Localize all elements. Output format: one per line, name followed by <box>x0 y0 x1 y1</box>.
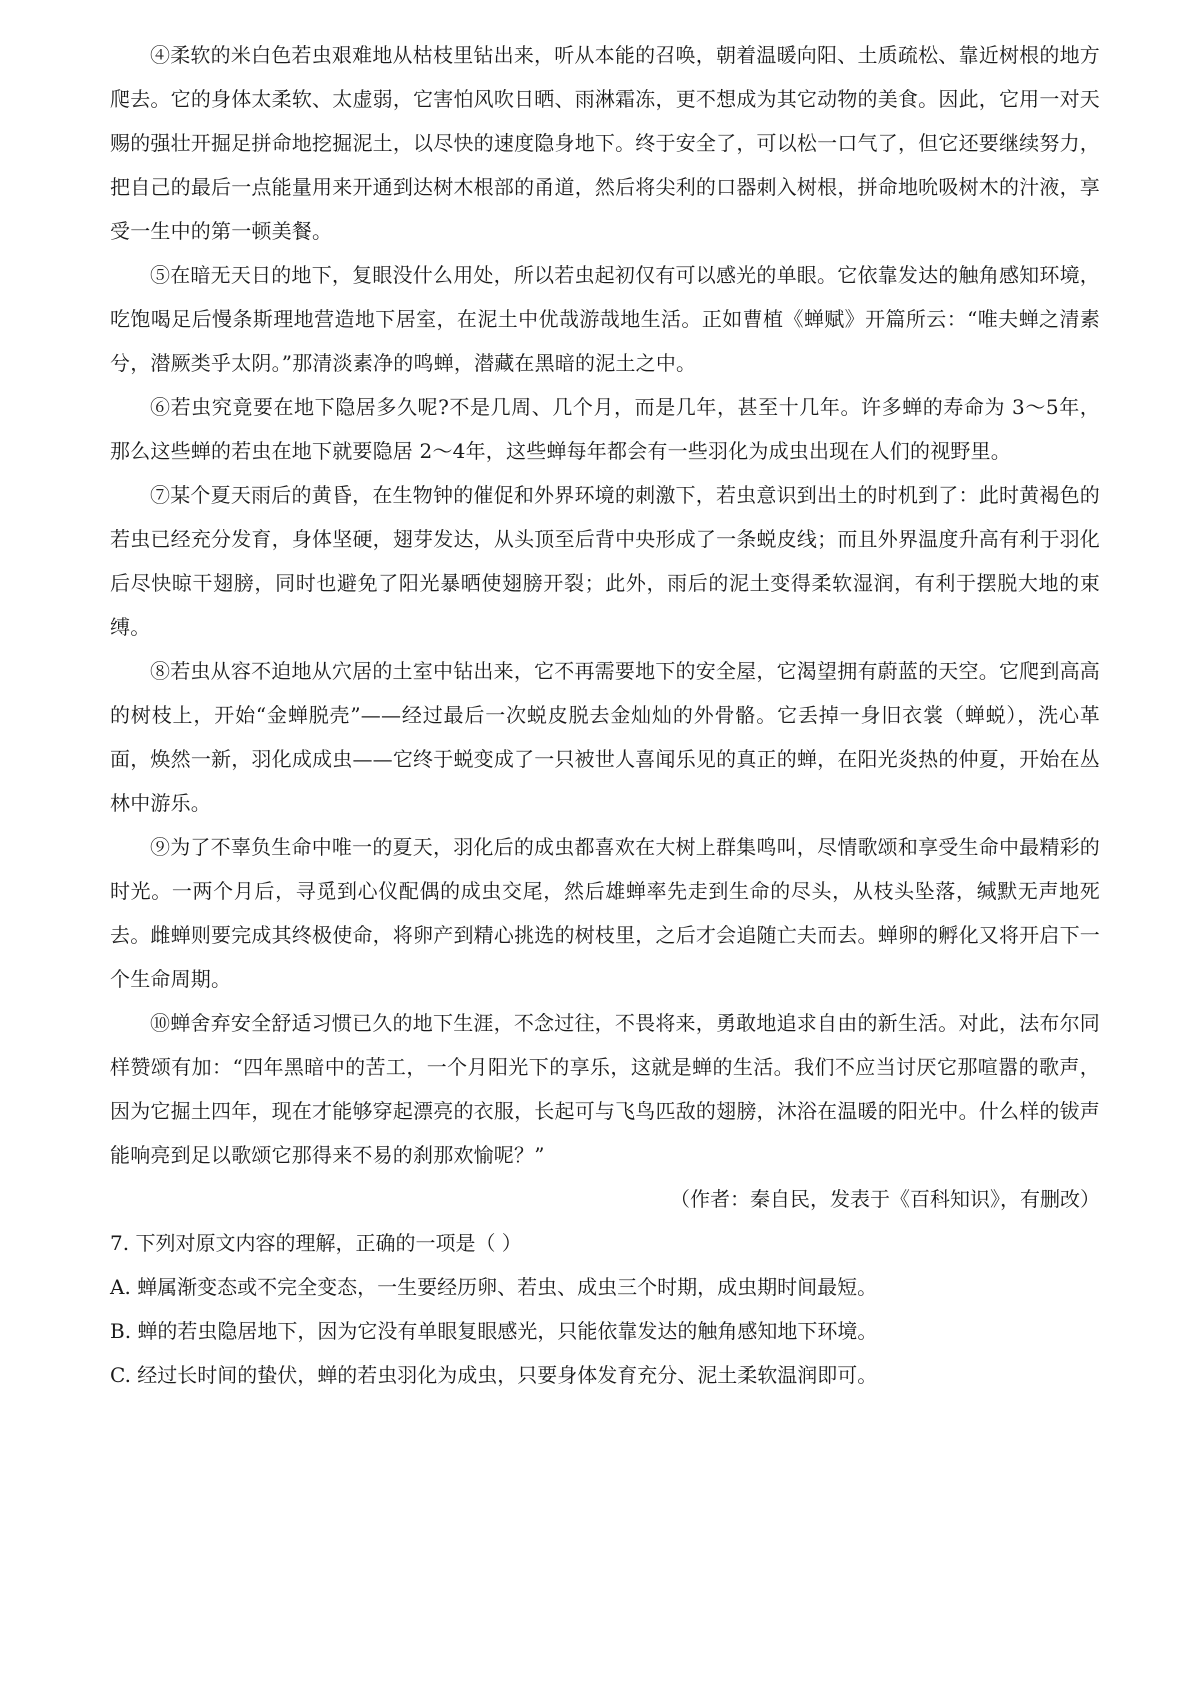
option-b: B. 蝉的若虫隐居地下，因为它没有单眼复眼感光，只能依靠发达的触角感知地下环境。 <box>110 1319 878 1343</box>
paragraph-10: ⑩蝉舍弃安全舒适习惯已久的地下生涯，不念过往，不畏将来，勇敢地追求自由的新生活。对此，法布尔同样赞颂有加：“四年黑暗中的苦工，一个月阳光下的享乐，这就是蝉的生活。我们不应当讨厌它那喧嚣的歌声，因为它掘土四年，现在才能够穿起漂亮的衣服，长起可与飞鸟匹敌的翅膀，沐浴在温暖的阳光中。什么样的钹声能响亮到足以歌颂它那得来不易的刹那欢愉呢？” <box>110 1011 1100 1167</box>
paragraph-8: ⑧若虫从容不迫地从穴居的土室中钻出来，它不再需要地下的安全屋，它渴望拥有蔚蓝的天空。它爬到高高的树枝上，开始“金蝉脱壳”——经过最后一次蜕皮脱去金灿灿的外骨骼。它丢掉一身旧衣裳（蝉蜕），洗心革面，焕然一新，羽化成成虫——它终于蜕变成了一只被世人喜闻乐见的真正的蝉，在阳光炎热的仲夏，开始在丛林中游乐。 <box>110 659 1100 815</box>
paragraph-6: ⑥若虫究竟要在地下隐居多久呢?不是几周、几个月，而是几年，甚至十几年。许多蝉的寿命为 3～5年，那么这些蝉的若虫在地下就要隐居 2～4年，这些蝉每年都会有一些羽化为成虫出现在人们的视野里。 <box>110 395 1100 463</box>
source-citation: （作者：秦自民，发表于《百科知识》，有删改） <box>670 1187 1100 1211</box>
paragraph-5: ⑤在暗无天日的地下，复眼没什么用处，所以若虫起初仅有可以感光的单眼。它依靠发达的触角感知环境，吃饱喝足后慢条斯理地营造地下居室，在泥土中优哉游哉地生活。正如曹植《蝉赋》开篇所云：“唯夫蝉之清素兮，潜厥类乎太阴。”那清淡素净的鸣蝉，潜藏在黑暗的泥土之中。 <box>110 263 1100 375</box>
question-stem: 7. 下列对原文内容的理解，正确的一项是（ ） <box>110 1231 522 1255</box>
paragraph-7: ⑦某个夏天雨后的黄昏，在生物钟的催促和外界环境的刺激下，若虫意识到出土的时机到了：此时黄褐色的若虫已经充分发育，身体坚硬，翅芽发达，从头顶至后背中央形成了一条蜕皮线；而且外界温度升高有利于羽化后尽快晾干翅膀，同时也避免了阳光暴晒使翅膀开裂；此外，雨后的泥土变得柔软湿润，有利于摆脱大地的束缚。 <box>110 483 1100 639</box>
document-page <box>110 33 1100 1397</box>
paragraph-9: ⑨为了不辜负生命中唯一的夏天，羽化后的成虫都喜欢在大树上群集鸣叫，尽情歌颂和享受生命中最精彩的时光。一两个月后，寻觅到心仪配偶的成虫交尾，然后雄蝉率先走到生命的尽头，从枝头坠落，缄默无声地死去。雌蝉则要完成其终极使命，将卵产到精心挑选的树枝里，之后才会追随亡夫而去。蝉卵的孵化又将开启下一个生命周期。 <box>110 835 1100 991</box>
option-a: A. 蝉属渐变态或不完全变态，一生要经历卵、若虫、成虫三个时期，成虫期时间最短。 <box>110 1275 878 1299</box>
paragraph-4: ④柔软的米白色若虫艰难地从枯枝里钻出来，听从本能的召唤，朝着温暖向阳、土质疏松、靠近树根的地方爬去。它的身体太柔软、太虚弱，它害怕风吹日晒、雨淋霜冻，更不想成为其它动物的美食。因此，它用一对天赐的强壮开掘足拼命地挖掘泥土，以尽快的速度隐身地下。终于安全了，可以松一口气了，但它还要继续努力，把自己的最后一点能量用来开通到达树木根部的甬道，然后将尖利的口器刺入树根，拼命地吮吸树木的汁液，享受一生中的第一顿美餐。 <box>110 43 1100 243</box>
option-c: C. 经过长时间的蛰伏，蝉的若虫羽化为成虫，只要身体发育充分、泥土柔软温润即可。 <box>110 1363 878 1387</box>
